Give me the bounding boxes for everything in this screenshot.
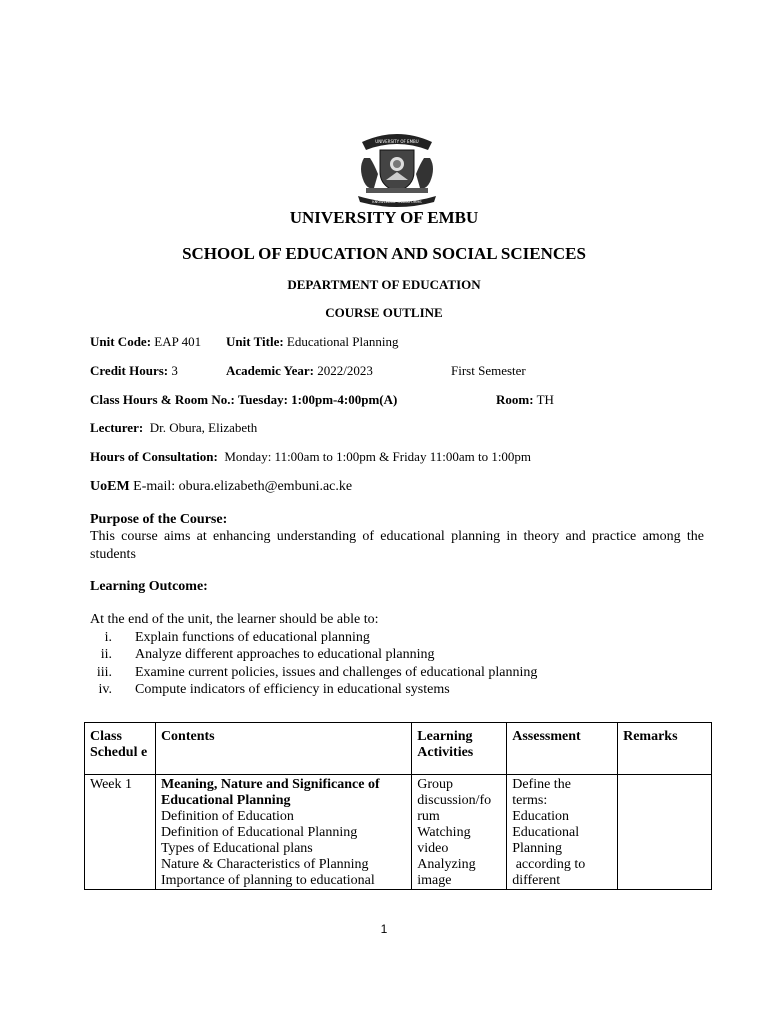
document-title: COURSE OUTLINE [325, 305, 443, 320]
unit-code-label: Unit Code: [90, 334, 152, 349]
list-item-text: Analyze different approaches to educational planning [135, 647, 435, 662]
purpose-text: This course aims at enhancing understanding of educational planning in theory and practice among the students [90, 529, 704, 562]
activity-line: Watching [417, 825, 471, 840]
academic-year-line [226, 363, 373, 379]
header-class-schedule: Class Schedul e [85, 723, 156, 775]
activity-line: Analyzing [417, 857, 476, 872]
contents-item: Importance of planning to educational [160, 873, 375, 888]
class-hours-text: Class Hours & Room No.: Tuesday: 1:00pm-4:00pm(A) [90, 392, 398, 407]
room-label: Room: [496, 392, 534, 407]
header-contents: Contents [155, 723, 411, 775]
activity-line: image [417, 873, 452, 888]
table-header-row [85, 723, 712, 775]
header-assessment: Assessment [507, 723, 618, 775]
list-item-text: Compute indicators of efficiency in educational systems [135, 682, 450, 697]
academic-year-value: 2022/2023 [317, 363, 373, 378]
unit-title-label: Unit Title: [226, 334, 284, 349]
intro-text: At the end of the unit, the learner should be able to: [90, 612, 379, 627]
email-address[interactable]: obura.elizabeth@embuni.ac.ke [178, 479, 353, 494]
list-item-text: Examine current policies, issues and challenges of educational planning [135, 664, 538, 680]
email-prefix: E-mail: [133, 479, 176, 494]
department-name: DEPARTMENT OF EDUCATION [287, 277, 481, 292]
list-item-number: ii. [100, 647, 112, 662]
activity-line: Group [417, 777, 454, 792]
activity-line: rum [417, 809, 440, 824]
cell-schedule: Week 1 [85, 775, 156, 890]
university-crest-logo [350, 128, 444, 210]
course-schedule-table [84, 722, 712, 890]
assessment-line: Educational [512, 825, 580, 840]
consultation-value: Monday: 11:00am to 1:00pm & Friday 11:00am to 1:00pm [224, 449, 532, 464]
cell-assessment [507, 775, 618, 890]
list-item-number: iv. [98, 682, 112, 697]
header-remarks: Remarks [618, 723, 712, 775]
assessment-line: Education [512, 809, 569, 824]
cell-remarks [618, 775, 712, 890]
semester-text: First Semester [451, 363, 526, 378]
crest-banner-text: UNIVERSITY OF EMBU [375, 139, 419, 144]
room-line [496, 392, 554, 408]
table-row [85, 775, 712, 890]
contents-item: Definition of Education [160, 809, 294, 824]
unit-code-line [90, 334, 201, 350]
credit-hours-value: 3 [171, 363, 178, 378]
unit-code-value: EAP 401 [154, 334, 202, 349]
assessment-line: different [512, 873, 561, 888]
cell-activities [412, 775, 507, 890]
university-name: UNIVERSITY OF EMBU [289, 208, 479, 227]
unit-title-value: Educational Planning [286, 334, 399, 349]
email-label: UoEM [90, 479, 130, 494]
learning-outcome-heading: Learning Outcome: [90, 579, 208, 594]
header-learning-activities: Learning Activities [412, 723, 507, 775]
list-item-number: i. [104, 629, 112, 645]
activity-line: discussion/fo [417, 793, 492, 808]
room-value: TH [536, 392, 554, 407]
unit-title-line [226, 334, 398, 350]
contents-item: Nature & Characteristics of Planning [160, 857, 369, 872]
lecturer-label: Lecturer: [90, 420, 144, 435]
assessment-line: according to [512, 857, 586, 872]
list-item-number: iii. [96, 664, 112, 680]
academic-year-label: Academic Year: [226, 363, 314, 378]
credit-hours-line [90, 363, 178, 379]
lecturer-line [90, 420, 257, 436]
contents-title: Meaning, Nature and Significance of Educational Planning [160, 777, 380, 808]
assessment-line: Planning [512, 841, 562, 856]
list-item-text: Explain functions of educational planning [135, 629, 370, 645]
consultation-line [90, 449, 531, 465]
activity-line: video [417, 841, 449, 856]
cell-contents [155, 775, 411, 890]
credit-hours-label: Credit Hours: [90, 363, 169, 378]
page-number: 1 [380, 922, 388, 936]
lecturer-value: Dr. Obura, Elizabeth [149, 420, 258, 435]
assessment-line: terms: [512, 793, 548, 808]
purpose-heading: Purpose of the Course: [90, 512, 228, 527]
contents-item: Definition of Educational Planning [160, 825, 358, 840]
assessment-line: Define the [512, 777, 571, 792]
consultation-label: Hours of Consultation: [90, 449, 218, 464]
crest-motto-text: KNOWLEDGE TRANSFORMS [372, 200, 422, 204]
email-line [90, 479, 352, 495]
school-name: SCHOOL OF EDUCATION AND SOCIAL SCIENCES [182, 244, 586, 263]
contents-item: Types of Educational plans [160, 841, 313, 856]
